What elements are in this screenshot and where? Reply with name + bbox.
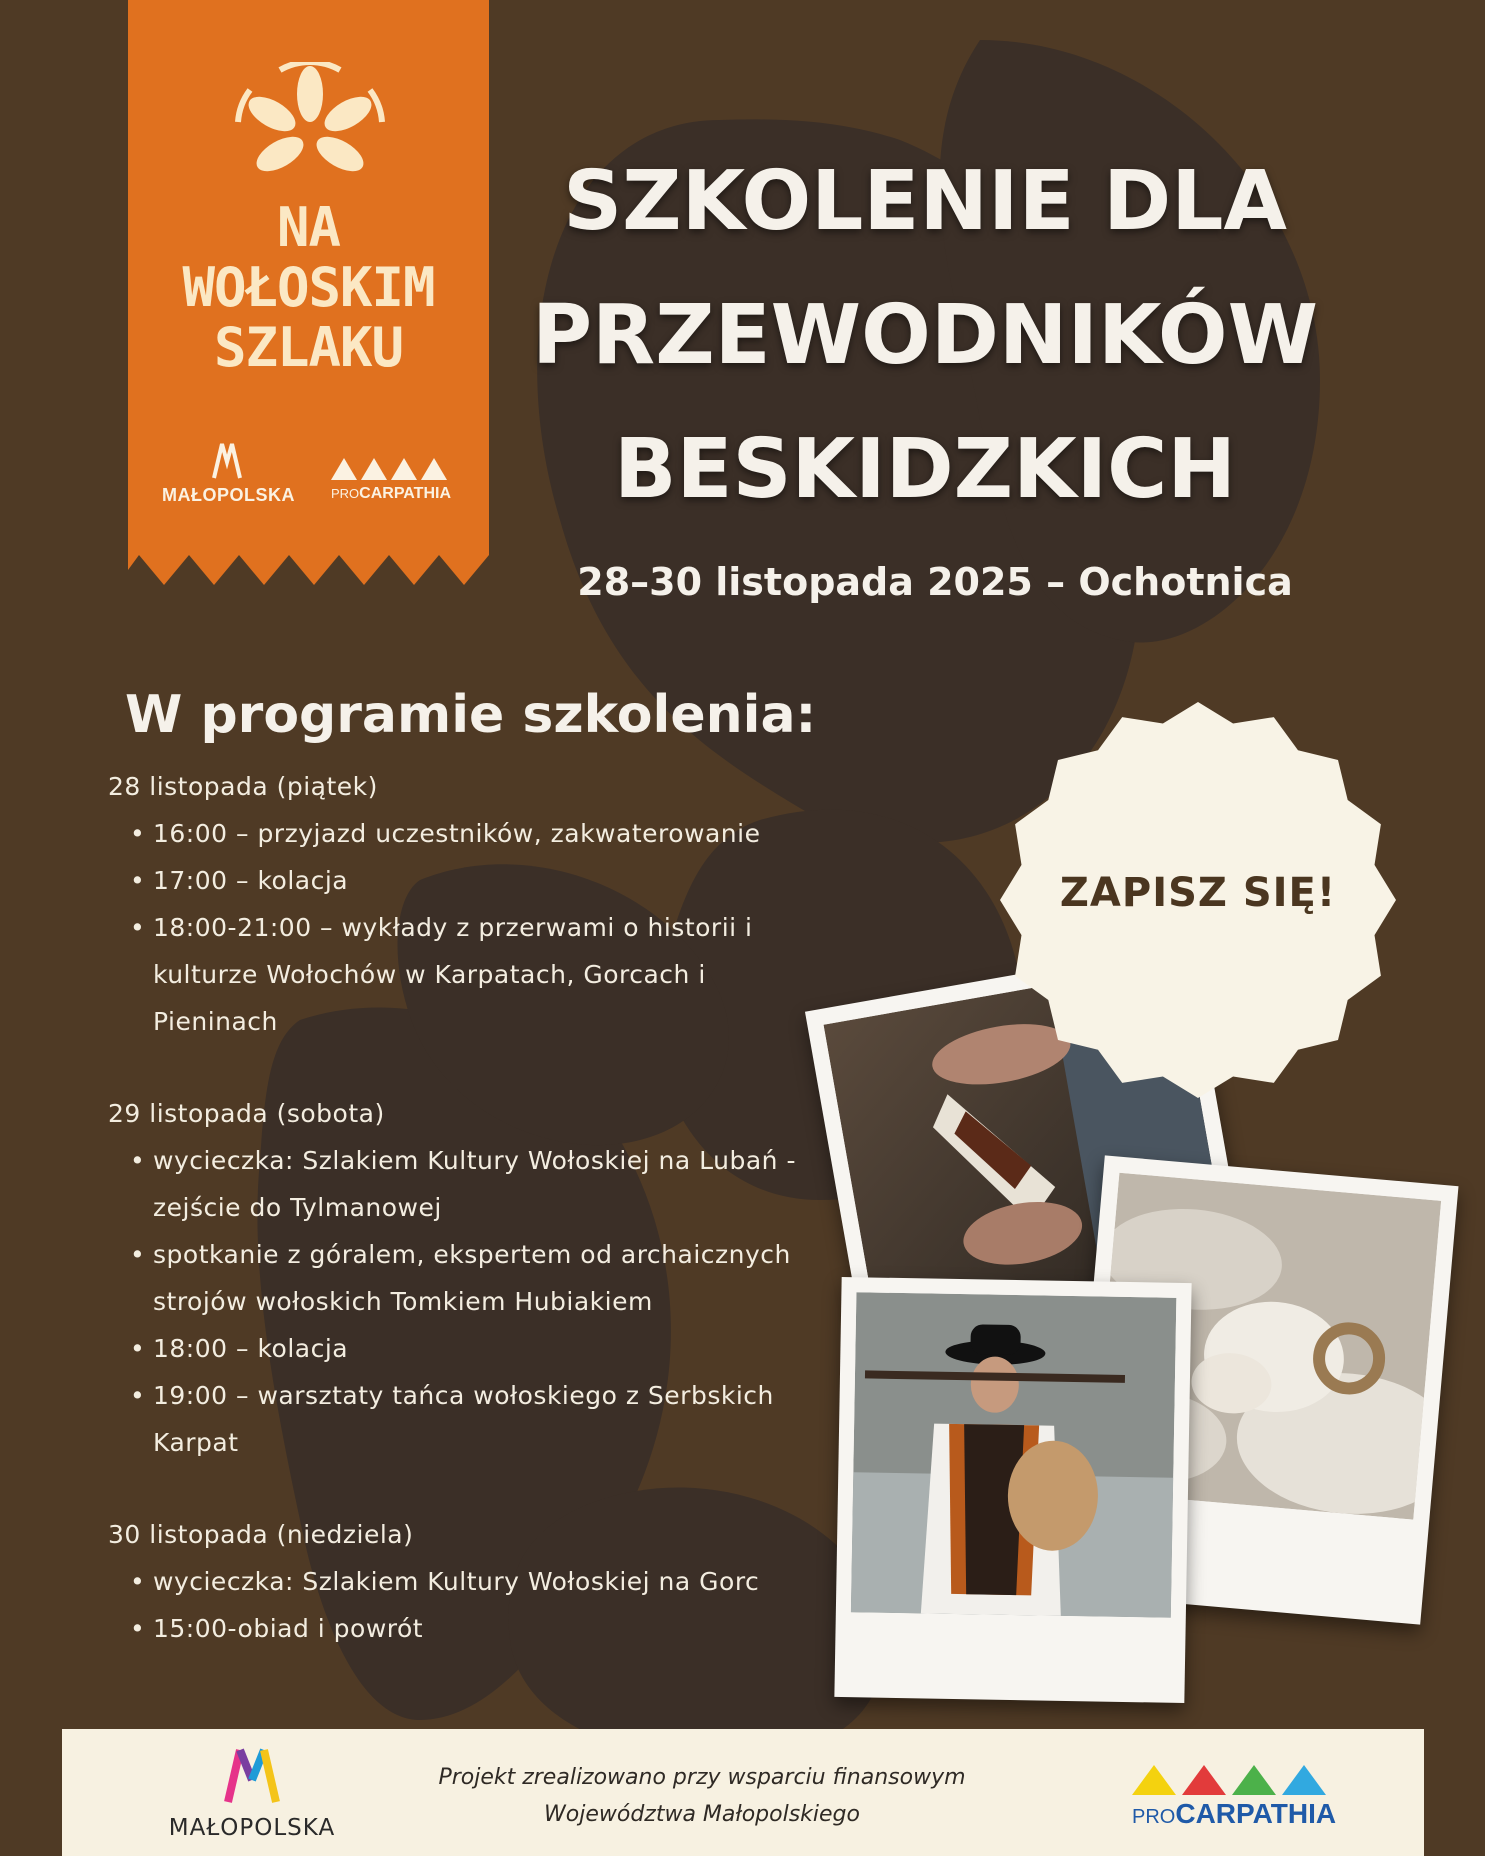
procarpathia-logo: PROCARPATHIA <box>1132 1765 1332 1830</box>
list-item: • 18:00 – kolacja <box>130 1325 838 1372</box>
funding-note: Projekt zrealizowano przy wsparciu finansowym Województwa Małopolskiego <box>438 1765 966 1827</box>
program-list <box>108 763 838 1652</box>
malopolska-logo-icon <box>222 1744 282 1806</box>
page-title: SZKOLENIE DLA PRZEWODNIKÓW BESKIDZKICH <box>531 154 1319 517</box>
banner <box>128 0 489 585</box>
list-item: • wycieczka: Szlakiem Kultury Wołoskiej na Gorc <box>130 1558 838 1605</box>
list-item: • 15:00-obiad i powrót <box>130 1605 838 1652</box>
list-item: • 19:00 – warsztaty tańca wołoskiego z Serbskich Karpat <box>130 1372 838 1466</box>
list-item: • 18:00-21:00 – wykłady z przerwami o historii i kulturze Wołochów w Karpatach, Gorcach i Pieninach <box>130 904 838 1045</box>
flower-icon <box>230 62 390 182</box>
day-label: 29 listopada (sobota) <box>108 1099 385 1128</box>
event-date: 28–30 listopada 2025 – Ochotnica <box>577 560 1293 604</box>
program-day <box>108 1511 838 1652</box>
program-title: W programie szkolenia: <box>125 685 817 745</box>
procarpathia-logo-small: PROCARPATHIA <box>326 458 456 503</box>
program-day <box>108 1090 838 1466</box>
list-item: • spotkanie z góralem, ekspertem od archaicznych strojów wołoskich Tomkiem Hubiakiem <box>130 1231 838 1325</box>
footer <box>62 1729 1424 1856</box>
malopolska-logo-small: MAŁOPOLSKA <box>162 440 292 506</box>
procarpathia-triangles-icon <box>331 458 451 480</box>
photo-highlander-bagpipe <box>834 1277 1191 1703</box>
malopolska-logo-icon <box>212 440 242 480</box>
day-label: 28 listopada (piątek) <box>108 772 378 801</box>
signup-badge[interactable] <box>998 700 1398 1100</box>
signup-label[interactable]: ZAPISZ SIĘ! <box>1059 870 1337 916</box>
program-day <box>108 763 838 1045</box>
day-label: 30 listopada (niedziela) <box>108 1520 414 1549</box>
procarpathia-triangles-icon <box>1132 1765 1328 1795</box>
list-item: • 17:00 – kolacja <box>130 857 838 904</box>
list-item: • wycieczka: Szlakiem Kultury Wołoskiej na Lubań - zejście do Tylmanowej <box>130 1137 838 1231</box>
banner-title: NA WOŁOSKIM SZLAKU <box>182 196 435 379</box>
malopolska-logo: MAŁOPOLSKA <box>152 1744 352 1841</box>
list-item: • 16:00 – przyjazd uczestników, zakwaterowanie <box>130 810 838 857</box>
